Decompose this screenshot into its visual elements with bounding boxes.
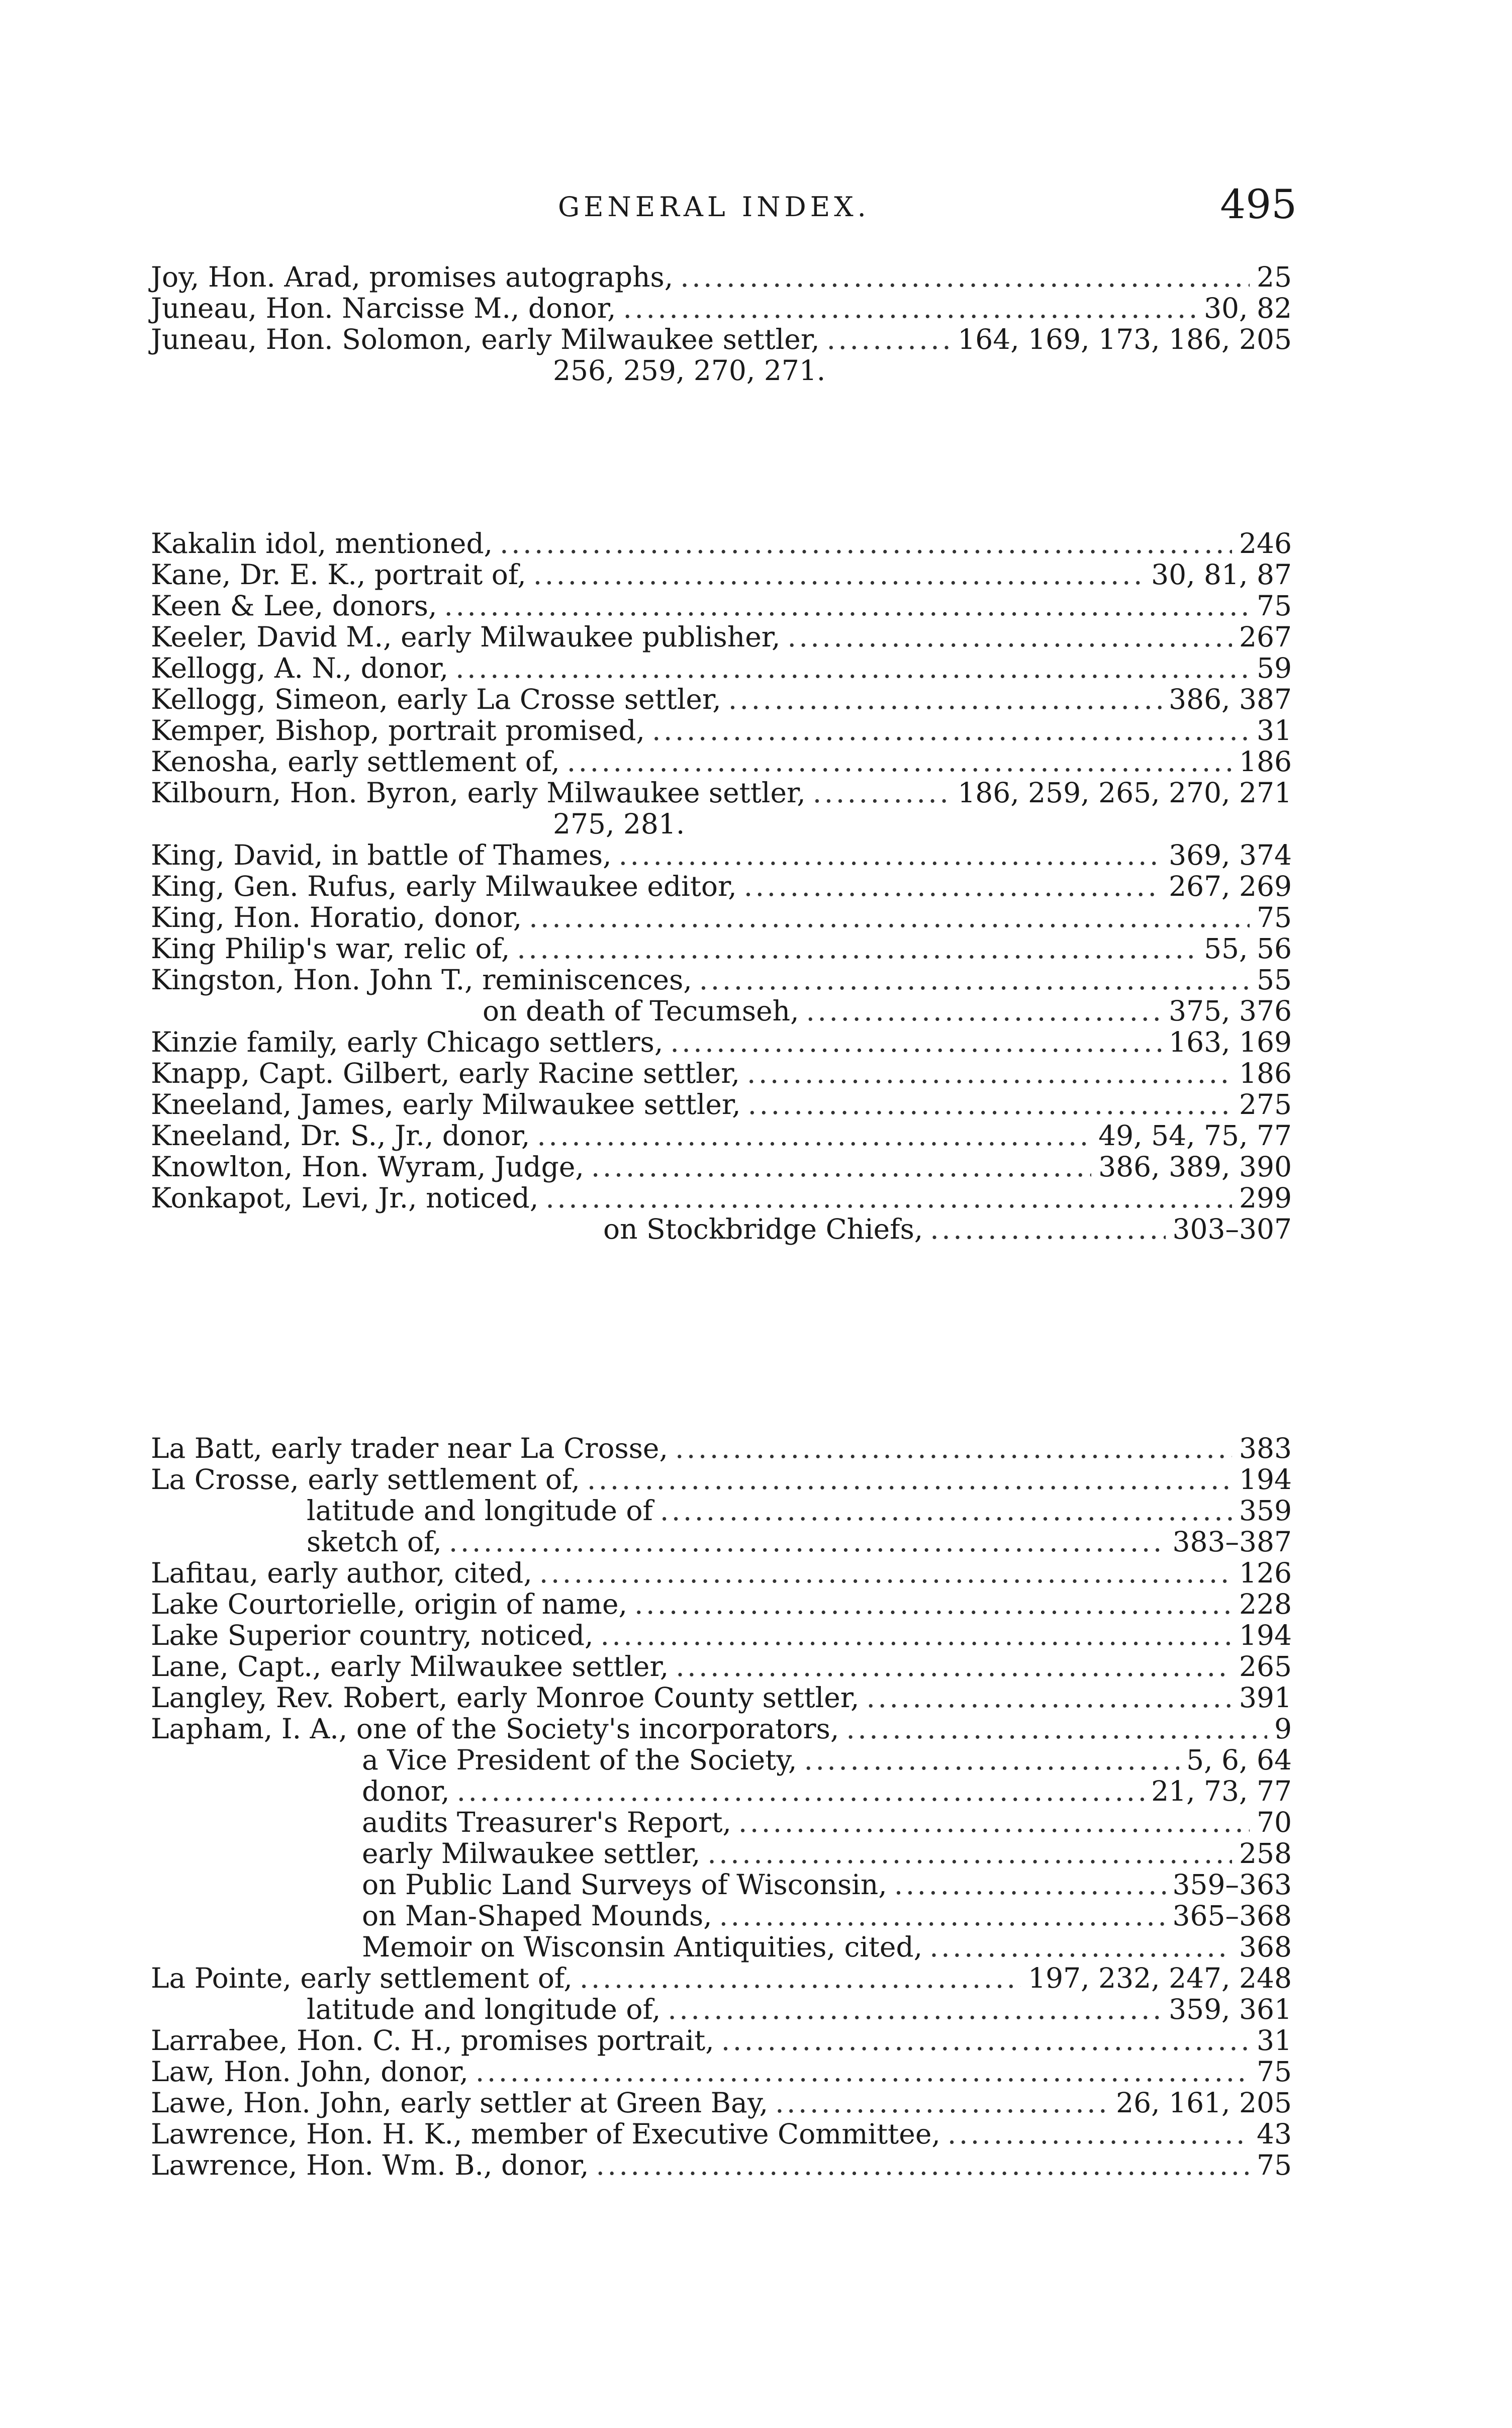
- index-entry: Kneeland, James, early Milwaukee settler, . . . 275: [151, 1089, 1292, 1120]
- index-entry: Kellogg, A. N., donor, . . . 59: [151, 652, 1292, 684]
- index-entry: Larrabee, Hon. C. H., promises portrait, . . . 31: [151, 2025, 1292, 2056]
- index-entry: King, David, in battle of Thames, . . . 369, 374: [151, 839, 1292, 871]
- index-entry: Kane, Dr. E. K., portrait of, . . . 30, 81, 87: [151, 559, 1292, 590]
- index-entry: King, Hon. Horatio, donor, . . . 75: [151, 902, 1292, 933]
- index-entry: Law, Hon. John, donor, . . . 75: [151, 2056, 1292, 2087]
- index-entry: Juneau, Hon. Narcisse M., donor, . . . 30, 82: [151, 293, 1292, 324]
- index-section-k: [151, 528, 1292, 1245]
- index-entry: Lafitau, early author, cited, . . . 126: [151, 1557, 1292, 1589]
- index-subentry: a Vice President of the Society, . . . 5, 6, 64: [151, 1744, 1292, 1776]
- index-subentry: Memoir on Wisconsin Antiquities, cited, . . . 368: [151, 1931, 1292, 1963]
- index-entry: Joy, Hon. Arad, promises autographs, . . . 25: [151, 261, 1292, 293]
- running-title: GENERAL INDEX.: [558, 191, 870, 223]
- index-entry: Kakalin idol, mentioned, . . . 246: [151, 528, 1292, 559]
- index-entry: La Pointe, early settlement of, . . . 197, 232, 247, 248: [151, 1963, 1292, 1994]
- index-entry: Lake Superior country, noticed, . . . 194: [151, 1620, 1292, 1651]
- index-entry: Kemper, Bishop, portrait promised, . . . 31: [151, 715, 1292, 746]
- index-entry: Lane, Capt., early Milwaukee settler, . . . 265: [151, 1651, 1292, 1682]
- index-entry: Lake Courtorielle, origin of name, . . . 228: [151, 1589, 1292, 1620]
- index-entry: Lawe, Hon. John, early settler at Green Bay, . . . 26, 161, 205: [151, 2087, 1292, 2118]
- index-entry: Kilbourn, Hon. Byron, early Milwaukee settler, . . . 186, 259, 265, 270, 271: [151, 777, 1292, 808]
- index-entry: Konkapot, Levi, Jr., noticed, . . . 299: [151, 1182, 1292, 1213]
- index-entry: Kingston, Hon. John T., reminiscences, . . . 55: [151, 964, 1292, 995]
- index-entry: Knapp, Capt. Gilbert, early Racine settler, . . . 186: [151, 1058, 1292, 1089]
- index-subentry: on Stockbridge Chiefs, . . . 303–307: [151, 1213, 1292, 1245]
- index-subentry: on death of Tecumseh, . . . 375, 376: [151, 995, 1292, 1026]
- index-entry-continuation: 256, 259, 270, 271.: [553, 354, 826, 387]
- index-subentry: on Public Land Surveys of Wisconsin, . . . 359–363: [151, 1869, 1292, 1900]
- index-subentry: donor, . . . 21, 73, 77: [151, 1776, 1292, 1807]
- index-section-j: [151, 261, 1292, 386]
- index-entry: Lapham, I. A., one of the Society's incorporators, . . . 9: [151, 1713, 1292, 1744]
- index-entry: Lawrence, Hon. H. K., member of Executive Committee, . . . 43: [151, 2118, 1292, 2150]
- index-subentry: latitude and longitude of, . . . 359, 361: [151, 1994, 1292, 2025]
- index-subentry: on Man-Shaped Mounds, . . . 365–368: [151, 1900, 1292, 1931]
- index-entry: King, Gen. Rufus, early Milwaukee editor, . . . 267, 269: [151, 871, 1292, 902]
- index-entry: Keeler, David M., early Milwaukee publisher, . . . 267: [151, 621, 1292, 652]
- index-section-l: [151, 1433, 1292, 2181]
- index-entry-continuation: 275, 281.: [553, 808, 685, 840]
- index-entry: Knowlton, Hon. Wyram, Judge, . . . 386, 389, 390: [151, 1151, 1292, 1182]
- index-entry: Kellogg, Simeon, early La Crosse settler, . . . 386, 387: [151, 684, 1292, 715]
- index-entry: Juneau, Hon. Solomon, early Milwaukee settler, . . . 164, 169, 173, 186, 205: [151, 324, 1292, 355]
- index-entry: Langley, Rev. Robert, early Monroe County settler, . . . 391: [151, 1682, 1292, 1713]
- index-entry: La Batt, early trader near La Crosse, . . . 383: [151, 1433, 1292, 1464]
- index-entry: La Crosse, early settlement of, . . . 194: [151, 1464, 1292, 1495]
- index-entry: Kneeland, Dr. S., Jr., donor, . . . 49, 54, 75, 77: [151, 1120, 1292, 1151]
- page-header: [558, 181, 1297, 236]
- index-entry: Kenosha, early settlement of, . . . 186: [151, 746, 1292, 777]
- index-entry: King Philip's war, relic of, . . . 55, 56: [151, 933, 1292, 964]
- page-number: 495: [1220, 181, 1297, 228]
- index-subentry: latitude and longitude of . . . 359: [151, 1495, 1292, 1526]
- index-subentry: early Milwaukee settler, . . . 258: [151, 1838, 1292, 1869]
- index-entry: Keen & Lee, donors, . . . 75: [151, 590, 1292, 621]
- index-subentry: sketch of, . . . 383–387: [151, 1526, 1292, 1557]
- index-subentry: audits Treasurer's Report, . . . 70: [151, 1807, 1292, 1838]
- index-entry: Lawrence, Hon. Wm. B., donor, . . . 75: [151, 2150, 1292, 2181]
- index-entry: Kinzie family, early Chicago settlers, . . . 163, 169: [151, 1026, 1292, 1058]
